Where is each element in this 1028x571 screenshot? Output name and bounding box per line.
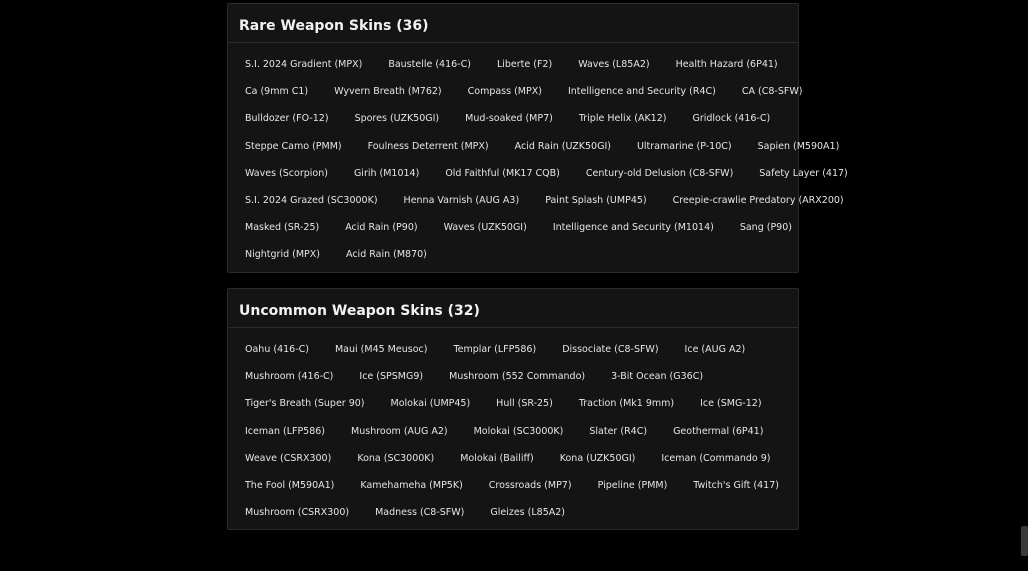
- uncommon-skins-panel: [227, 288, 799, 530]
- skin-item[interactable]: Intelligence and Security (M1014): [552, 222, 714, 234]
- skin-item[interactable]: Sang (P90): [739, 222, 792, 234]
- skin-item[interactable]: Liberte (F2): [496, 59, 553, 71]
- skin-item[interactable]: Intelligence and Security (R4C): [567, 86, 716, 98]
- skin-item[interactable]: Old Faithful (MK17 CQB): [445, 167, 560, 179]
- uncommon-skins-row: [232, 336, 794, 363]
- uncommon-skins-row: [232, 418, 794, 445]
- skin-item[interactable]: Steppe Camo (PMM): [245, 140, 342, 152]
- skin-item[interactable]: Crossroads (MP7): [488, 480, 572, 492]
- skin-item[interactable]: Gleizes (L85A2): [490, 507, 565, 519]
- skin-item[interactable]: Acid Rain (P90): [345, 222, 418, 234]
- skin-item[interactable]: Tiger's Breath (Super 90): [245, 398, 365, 410]
- rare-skins-row: [232, 105, 794, 132]
- skin-item[interactable]: Dissociate (C8-SFW): [562, 344, 659, 356]
- skin-item[interactable]: Henna Varnish (AUG A3): [403, 195, 520, 207]
- skin-item[interactable]: Nightgrid (MPX): [245, 249, 320, 261]
- page-scrollbar-thumb[interactable]: [1021, 526, 1028, 556]
- skin-item[interactable]: Maui (M45 Meusoc): [334, 344, 428, 356]
- skin-item[interactable]: Traction (Mk1 9mm): [578, 398, 675, 410]
- skin-item[interactable]: Kona (SC3000K): [357, 452, 435, 464]
- skin-item[interactable]: Century-old Delusion (C8-SFW): [585, 167, 734, 179]
- skin-item[interactable]: S.I. 2024 Grazed (SC3000K): [245, 195, 378, 207]
- skin-item[interactable]: Mushroom (552 Commando): [449, 371, 586, 383]
- uncommon-skins-row: [232, 499, 794, 526]
- skin-item[interactable]: Spores (UZK50GI): [354, 113, 440, 125]
- rare-skins-row: [232, 214, 794, 241]
- skin-item[interactable]: Girih (M1014): [353, 167, 420, 179]
- skin-item[interactable]: Twitch's Gift (417): [693, 480, 779, 492]
- uncommon-skins-title: Uncommon Weapon Skins (32): [239, 303, 480, 319]
- skin-item[interactable]: Gridlock (416-C): [692, 113, 771, 125]
- skin-item[interactable]: Ice (SPSMG9): [359, 371, 424, 383]
- skin-item[interactable]: Templar (LFP586): [453, 344, 537, 356]
- rare-skins-panel: [227, 3, 848, 273]
- uncommon-skins-row: [232, 363, 794, 390]
- skin-item[interactable]: Weave (CSRX300): [245, 452, 332, 464]
- skin-item[interactable]: Ice (AUG A2): [684, 344, 746, 356]
- skin-item[interactable]: Acid Rain (UZK50GI): [514, 140, 611, 152]
- rare-skins-row: [232, 160, 848, 187]
- skin-item[interactable]: Waves (L85A2): [578, 59, 650, 71]
- skin-item[interactable]: Acid Rain (M870): [346, 249, 427, 261]
- skin-item[interactable]: Waves (Scorpion): [245, 167, 328, 179]
- skin-item[interactable]: Mud-soaked (MP7): [465, 113, 553, 125]
- skin-item[interactable]: CA (C8-SFW): [741, 86, 803, 98]
- skin-item[interactable]: Creepie-crawlie Predatory (ARX200): [672, 195, 844, 207]
- skin-item[interactable]: Health Hazard (6P41): [675, 59, 778, 71]
- skin-item[interactable]: Mushroom (416-C): [245, 371, 334, 383]
- skin-item[interactable]: Ultramarine (P-10C): [636, 140, 732, 152]
- skin-item[interactable]: Compass (MPX): [467, 86, 542, 98]
- rare-skins-title: Rare Weapon Skins (36): [239, 18, 429, 34]
- uncommon-skins-grid: [228, 328, 798, 526]
- skin-item[interactable]: 3-Bit Ocean (G36C): [611, 371, 704, 383]
- uncommon-skins-row: [232, 472, 794, 499]
- skin-item[interactable]: Foulness Deterrent (MPX): [367, 140, 489, 152]
- skin-item[interactable]: Wyvern Breath (M762): [334, 86, 442, 98]
- skin-item[interactable]: Kamehameha (MP5K): [360, 480, 463, 492]
- skin-item[interactable]: Ice (SMG-12): [700, 398, 762, 410]
- skin-item[interactable]: Safety Layer (417): [759, 167, 848, 179]
- skin-item[interactable]: Mushroom (AUG A2): [351, 425, 448, 437]
- uncommon-skins-row: [232, 390, 794, 417]
- uncommon-skins-header: [228, 289, 798, 328]
- rare-skins-row: [232, 133, 840, 160]
- skin-item[interactable]: Iceman (LFP586): [245, 425, 326, 437]
- rare-skins-row: [232, 241, 794, 268]
- rare-skins-row: [232, 187, 844, 214]
- skin-item[interactable]: Kona (UZK50GI): [559, 452, 636, 464]
- skin-item[interactable]: Oahu (416-C): [245, 344, 309, 356]
- skin-item[interactable]: Pipeline (PMM): [597, 480, 668, 492]
- skin-item[interactable]: Triple Helix (AK12): [578, 113, 667, 125]
- rare-skins-row: [232, 78, 803, 105]
- skin-item[interactable]: Mushroom (CSRX300): [245, 507, 350, 519]
- skin-item[interactable]: Iceman (Commando 9): [661, 452, 771, 464]
- skin-item[interactable]: Molokai (SC3000K): [473, 425, 564, 437]
- skin-item[interactable]: Geothermal (6P41): [673, 425, 764, 437]
- skin-item[interactable]: Molokai (UMP45): [390, 398, 471, 410]
- skin-item[interactable]: Bulldozer (FO-12): [245, 113, 329, 125]
- rare-skins-grid: [228, 43, 848, 269]
- skin-item[interactable]: Paint Splash (UMP45): [545, 195, 647, 207]
- skin-item[interactable]: Sapien (M590A1): [757, 140, 840, 152]
- skin-item[interactable]: Molokai (Bailiff): [460, 452, 534, 464]
- skin-item[interactable]: Masked (SR-25): [245, 222, 320, 234]
- skin-item[interactable]: The Fool (M590A1): [245, 480, 335, 492]
- skin-item[interactable]: S.I. 2024 Gradient (MPX): [245, 59, 363, 71]
- rare-skins-row: [232, 51, 794, 78]
- skin-item[interactable]: Waves (UZK50GI): [443, 222, 527, 234]
- skin-item[interactable]: Ca (9mm C1): [245, 86, 309, 98]
- rare-skins-header: [228, 4, 798, 43]
- skin-item[interactable]: Hull (SR-25): [496, 398, 553, 410]
- skin-item[interactable]: Baustelle (416-C): [388, 59, 471, 71]
- skin-item[interactable]: Madness (C8-SFW): [375, 507, 465, 519]
- skin-item[interactable]: Slater (R4C): [589, 425, 648, 437]
- uncommon-skins-row: [232, 445, 794, 472]
